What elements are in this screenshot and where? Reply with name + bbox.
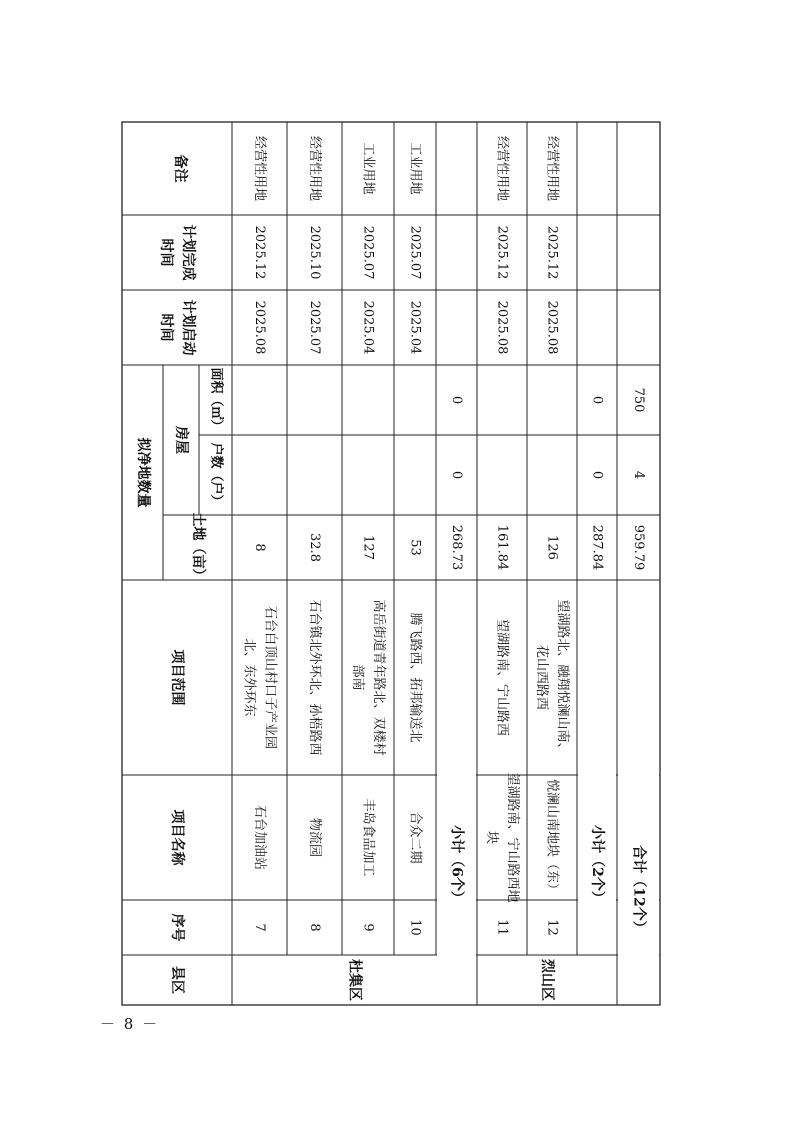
header-plan-end: 计划完成 xyxy=(180,224,196,281)
cell-remark: 工业用地 xyxy=(407,142,423,195)
cell-seq: 8 xyxy=(307,923,322,932)
subtotal-count: 0 xyxy=(589,470,605,480)
cell-name: 望湖路南、宁山路西地 xyxy=(505,772,520,903)
subtotal-area: 0 xyxy=(589,395,605,405)
subtotal-label: 小计（2个） xyxy=(589,825,605,905)
total-label: 合计（12个） xyxy=(630,845,647,935)
header-scope: 项目范围 xyxy=(169,649,185,706)
cell-name: 块 xyxy=(484,830,499,845)
total-area: 750 xyxy=(631,387,646,413)
cell-scope: 石台镇北外环北、孙梧路西 xyxy=(307,599,322,756)
cell-name: 物流园 xyxy=(307,817,322,858)
cell-seq: 7 xyxy=(252,923,267,932)
cell-plan-start: 2025.04 xyxy=(360,300,376,355)
cell-plan-end: 2025.12 xyxy=(252,225,267,280)
cell-seq: 12 xyxy=(544,919,560,936)
subtotal-land: 268.73 xyxy=(449,524,464,571)
cell-plan-end: 2025.07 xyxy=(407,225,423,280)
cell-plan-end: 2025.07 xyxy=(360,225,376,280)
page-number: － 8 － xyxy=(100,1015,160,1033)
header-plan-start: 时间 xyxy=(158,313,174,342)
cell-remark: 经营性用地 xyxy=(252,135,267,202)
header-house-area: 面积（㎡） xyxy=(208,367,224,433)
cell-plan-start: 2025.08 xyxy=(544,300,560,355)
header-plan-end: 时间 xyxy=(158,238,174,267)
cell-remark: 经营性用地 xyxy=(494,135,510,202)
cell-scope: 石台白顶山村口子产业园 xyxy=(262,605,278,750)
cell-remark: 经营性用地 xyxy=(307,135,322,202)
total-land: 959.79 xyxy=(631,524,646,571)
cell-land: 8 xyxy=(252,543,267,552)
header-plan-start: 计划启动 xyxy=(180,299,196,356)
cell-plan-start: 2025.08 xyxy=(494,300,510,355)
cell-scope: 望湖路南、宁山路西 xyxy=(494,618,510,737)
header-house-count: 户数（户） xyxy=(208,442,224,508)
cell-land: 127 xyxy=(360,535,376,560)
cell-scope: 望湖路北、融翔悦澜山南、 xyxy=(555,599,570,756)
header-district: 县区 xyxy=(169,966,185,994)
cell-scope: 高岳街道青年路北、双楼村 xyxy=(371,599,386,756)
cell-seq: 11 xyxy=(494,919,510,936)
cell-plan-end: 2025.12 xyxy=(544,225,560,280)
total-count: 4 xyxy=(631,470,646,480)
subtotal-area: 0 xyxy=(449,395,464,405)
district-lieshan: 烈山区 xyxy=(539,959,555,1001)
header-name: 项目名称 xyxy=(169,809,185,866)
cell-land: 32.8 xyxy=(307,533,322,562)
district-duji: 杜集区 xyxy=(346,959,363,1001)
cell-land: 161.84 xyxy=(494,524,510,571)
header-remarks: 备注 xyxy=(172,154,188,183)
cell-scope: 部南 xyxy=(350,664,365,691)
cell-plan-start: 2025.08 xyxy=(252,300,267,355)
header-land-mu: 土地（亩） xyxy=(190,512,206,583)
cell-name: 合众二期 xyxy=(407,811,423,864)
subtotal-label: 小计（6个） xyxy=(448,825,465,905)
cell-remark: 经营性用地 xyxy=(544,135,560,202)
cell-scope: 北、东外环东 xyxy=(241,638,257,717)
subtotal-count: 0 xyxy=(449,470,464,480)
cell-plan-start: 2025.07 xyxy=(307,300,322,355)
header-net-land: 拟净地数量 xyxy=(135,437,151,508)
cell-scope: 花山西路西 xyxy=(534,644,549,711)
cell-land: 126 xyxy=(544,535,560,560)
cell-remark: 工业用地 xyxy=(360,142,376,195)
cell-plan-end: 2025.10 xyxy=(307,225,322,280)
cell-name: 石台加油站 xyxy=(252,804,267,871)
cell-plan-start: 2025.04 xyxy=(407,300,423,355)
cell-land: 53 xyxy=(407,539,423,556)
cell-seq: 9 xyxy=(360,923,376,932)
header-seq: 序号 xyxy=(169,913,185,942)
subtotal-land: 287.84 xyxy=(589,524,605,571)
cell-scope: 腾飞路西、拓邦输送北 xyxy=(407,612,423,743)
cell-name: 悦澜山南地块（东） xyxy=(544,778,560,897)
cell-plan-end: 2025.12 xyxy=(494,225,510,280)
cell-seq: 10 xyxy=(407,919,423,936)
header-house: 房屋 xyxy=(173,426,189,454)
cell-name: 丰岛食品加工 xyxy=(360,798,376,877)
